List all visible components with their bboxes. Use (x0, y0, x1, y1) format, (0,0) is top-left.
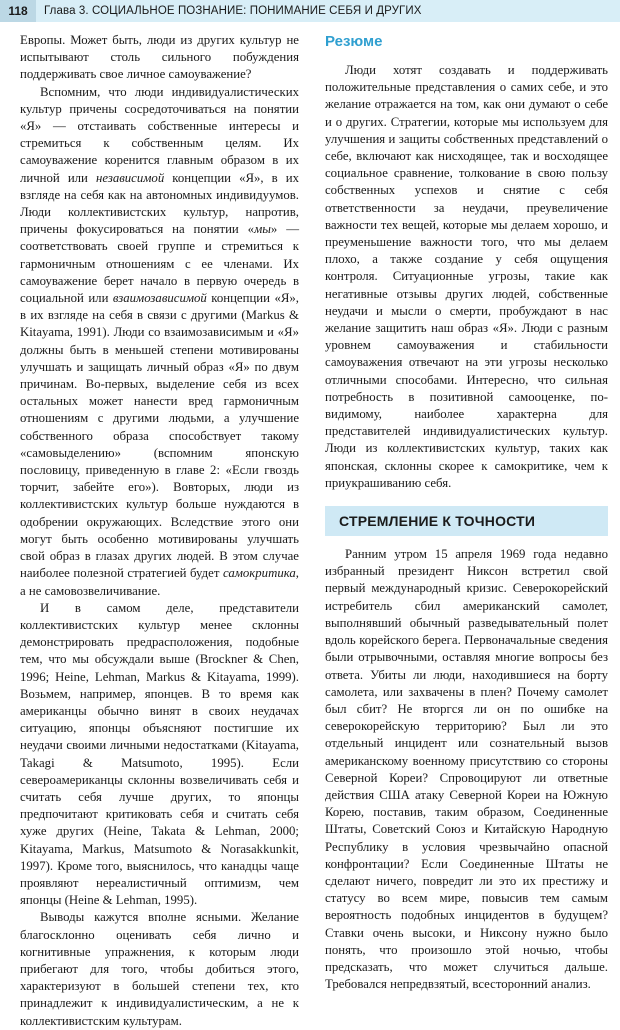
paragraph-continuation: Европы. Может быть, люди из других культур не испытывают столь сильного побуждения поддерживать свое личное самоуважение? (20, 33, 299, 82)
resume-heading: Резюме (325, 33, 383, 50)
term-self-criticism: самокритика (222, 566, 296, 581)
page-number: 118 (0, 0, 36, 22)
section-heading-bar: СТРЕМЛЕНИЕ К ТОЧНОСТИ (325, 506, 608, 536)
text-run: » — соответствовать своей группе и стремиться к гармоничным отношениям с ее членами. Их самоуважение берет начало в первую очередь в социальной или (20, 222, 299, 306)
resume-paragraph: Люди хотят создавать и поддерживать положительные представления о самих себе, и это желание отражается на том, как они думают о себе и о других. Стратегии, которые мы используем для улучшения и защиты собственных представлений о себе, включают как нисходящее, так и восходящее социальное сравнение, толкование в свою пользу собственных успехов и снятие с себя ответственности за неудачи, преувеличение важности тех вещей, которые мы делаем хорошо, и преуменьшение важности того, что мы делаем плохо, а также создание у себя ощущения контроля. Ситуационные угрозы, такие как негативные отзывы других людей, собственные неудачи и мысли о смерти, пробуждают в нас желание защитить наш образ «Я». Люди с разным уровнем самоуважения и стабильности самоуважения отвечают на эти угрозы несколько отличными способами. Интересно, что сильная потребность в позитивной самооценке, по-видимому, наиболее характерна для представителей индивидуалистических культур. Люди из коллективистских культур, таких как японская, склонны скорее к самокритике, чем к приукрашиванию себя. (325, 63, 608, 490)
term-interdependent: взаимозависимой (112, 291, 207, 306)
text-run: концепции «Я», в их взгляде на себя как на автономных индивидуумов. Люди коллективистских культур, напротив, причены фокусироваться на понятии « (20, 170, 299, 237)
section-paragraph: Ранним утром 15 апреля 1969 года недавно избранный президент Никсон встретил свой первый международный кризис. Северокорейский истребитель сбил американский самолет, выполнявший обычный разведывательный полет вдоль корейского берега. Первоначальные сведения были отрывочными, оставляя многие вопросы без ответа. Убиты ли люди, находившиеся на борту самолета, или захвачены в плен? Почему самолет был сбит? Не вторгся ли он по ошибке на северокорейскую территорию? Был ли это отдельный инцидент или сознательный вызов американскому военному присутствию со стороны Северной Кореи? Спровоцируют ли ответные действия США атаку Северной Кореи на Южную Корею, поставив, таким образом, Соединенные Штаты, Советский Союз и Китайскую Народную Республику в условия чрезвычайно опасной конфронтации? Если Соединенные Штаты не сделают ничего, повредит ли это их престижу и статусу во всем мире, повысив тем самым вероятность подобных инцидентов в будущем? Ставки очень высоки, и Никсону нужно было понять, что произошло этой ночью, чтобы предсказать, что может случиться дальше. Требовался непредвзятый, всесторонний анализ. (325, 547, 608, 992)
text-run: Вспомним, что люди индивидуалистических культур причены сосредоточиваться на понятии «Я» — отстаивать собственные интересы и стремиться к собственным целям. Их самоуважение коренится главным образом в их личной или (20, 84, 299, 185)
running-header (0, 0, 620, 22)
term-independent: независимой (95, 170, 165, 185)
paragraph-research: И в самом деле, представители коллективистских культур менее склонны демонстрировать предрасположения, подобные тем, что мы обсуждали выше (Brockner & Chen, 1996; Heine, Lehman, Markus & Kitayama, 1999). Возьмем, например, японцев. В то время как американцы обычно винят в своих неудачах ситуацию, японцы объясняют постигшие их неудачи своими личными недостатками (Kitayama, Takagi & Matsumoto, 1995). Если североамериканцы склонны возвеличивать себя и считать себя лучше других, то японцы предпочитают критиковать себя и считать себя хуже других (Heine, Takata & Lehman, 2000; Kitayama, Markus, Matsumoto & Norasakkunkit, 1997). Кроме того, выяснилось, что канадцы чаще проявляют нереалистичный оптимизм, чем японцы (Heine & Lehman, 1995). (20, 600, 299, 908)
running-title: Глава 3. СОЦИАЛЬНОЕ ПОЗНАНИЕ: ПОНИМАНИЕ СЕБЯ И ДРУГИХ (44, 5, 422, 17)
right-column (325, 32, 608, 993)
paragraph-individualism (20, 84, 299, 600)
left-column (20, 32, 299, 1030)
paragraph-conclusion: Выводы кажутся вполне ясными. Желание благосклонно оценивать себя лично и когнитивные упражнения, к которым люди прибегают для того, чтобы добиться этого, характеризуют в большей степени тех, кто принадлежит к индивидуалистическим, а не к коллективистским культурам. (20, 910, 299, 1028)
text-run: концепции «Я», в их взгляде на себя в связи с другими (Markus & Kitayama, 1991). Люди со взаимозависимым и «Я» должны быть в меньшей степени мотивированы улучшать и защищать личный образ «Я» по двум причинам. Во-первых, выделение себя из всех остальных может нанести вред гармоничным отношениям с другими людьми, а улучшение собственного образа способствует такому «самовыделению» (вспомним японскую пословицу, приведенную в главе 2: «Если гвоздь торчит, забейте его»). Вовторых, люди из коллективистских культур больше нуждаются в одобрении окружающих. Вследствие этого они могут быть особенно мотивированы улучшать свой образ в глазах других людей. В этом случае наиболее полезной стратегией будет (20, 291, 299, 581)
text-run: , а не самовозвеличивание. (20, 566, 299, 598)
term-we: мы (254, 222, 271, 237)
